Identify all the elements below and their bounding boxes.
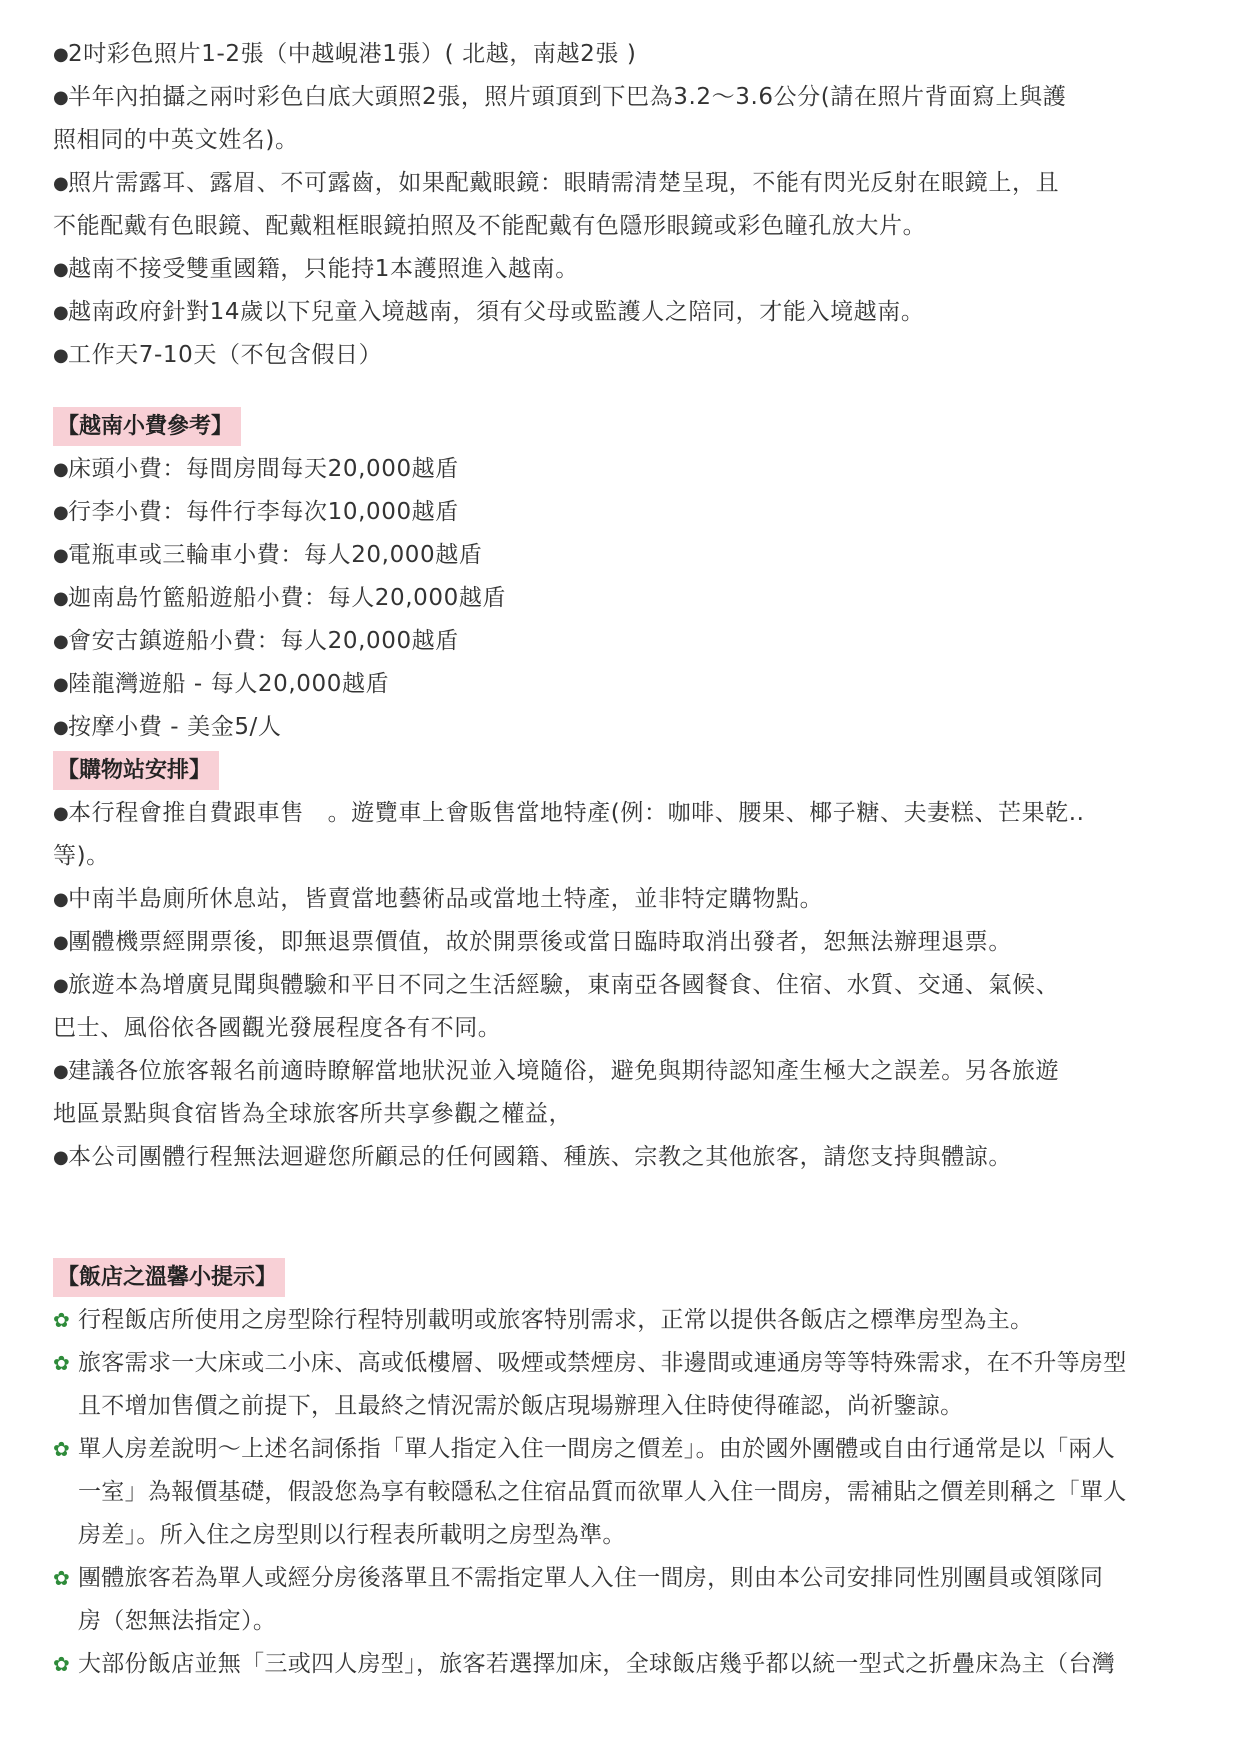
bullet-icon: ● (53, 259, 70, 280)
flower-icon: ✿ (53, 1351, 71, 1375)
list-item: ●床頭小費：每間房間每天20,000越盾 (53, 448, 1188, 491)
list-item: ●電瓶車或三輪車小費：每人20,000越盾 (53, 534, 1188, 577)
bullet-icon: ● (53, 459, 70, 480)
hotel-tip-item: ✿ 團體旅客若為單人或經分房後落單且不需指定單人入住一間房，則由本公司安排同性別團員或領隊同 房（恕無法指定）。 (53, 1557, 1188, 1643)
bullet-icon: ● (53, 717, 70, 738)
list-item: ●中南半島廁所休息站，皆賣當地藝術品或當地土特產，並非特定購物點。 (53, 878, 1188, 921)
list-item-continuation: 等)。 (53, 843, 110, 869)
bullet-icon: ● (53, 502, 70, 523)
section-heading-hotel: 【飯店之溫馨小提示】 (53, 1258, 285, 1297)
bullet-icon: ● (53, 1147, 70, 1168)
bullet-icon: ● (53, 173, 70, 194)
hotel-tip-item: ✿ 行程飯店所使用之房型除行程特別載明或旅客特別需求，正常以提供各飯店之標準房型為主。 (53, 1299, 1188, 1342)
list-item-continuation: 地區景點與食宿皆為全球旅客所共享參觀之權益， (53, 1101, 573, 1127)
flower-icon: ✿ (53, 1308, 71, 1332)
list-item-continuation: 不能配戴有色眼鏡、配戴粗框眼鏡拍照及不能配戴有色隱形眼鏡或彩色瞳孔放大片。 (53, 213, 927, 239)
list-item-continuation: 巴士、風俗依各國觀光發展程度各有不同。 (53, 1015, 502, 1041)
bullet-icon: ● (53, 345, 70, 366)
list-item: ●會安古鎮遊船小費：每人20,000越盾 (53, 620, 1188, 663)
list-item: ●建議各位旅客報名前適時瞭解當地狀況並入境隨俗，避免與期待認知產生極大之誤差。另各旅遊 (53, 1050, 1188, 1093)
bullet-icon: ● (53, 87, 70, 108)
document-page (53, 33, 1188, 1686)
bullet-icon: ● (53, 302, 70, 323)
list-item: ●本公司團體行程無法迴避您所顧忌的任何國籍、種族、宗教之其他旅客，請您支持與體諒。 (53, 1136, 1188, 1179)
bullet-icon: ● (53, 932, 70, 953)
bullet-icon: ● (53, 674, 70, 695)
list-item: ●行李小費：每件行李每次10,000越盾 (53, 491, 1188, 534)
bullet-icon: ● (53, 803, 70, 824)
visa-requirements (53, 33, 1188, 377)
hotel-tip-item: ✿ 單人房差說明～上述名詞係指「單人指定入住一間房之價差」。由於國外團體或自由行通常是以「兩人 一室」為報價基礎，假設您為享有較隱私之住宿品質而欲單人入住一間房，需補貼之價差則稱之「單人 房差」。所入住之房型則以行程表所載明之房型為準。 (53, 1428, 1188, 1557)
list-item-continuation: 照相同的中英文姓名)。 (53, 127, 299, 153)
list-item: ●迦南島竹籃船遊船小費：每人20,000越盾 (53, 577, 1188, 620)
list-item: ●照片需露耳、露眉、不可露齒，如果配戴眼鏡：眼睛需清楚呈現，不能有閃光反射在眼鏡上，且 (53, 162, 1188, 205)
hotel-tip-item: ✿ 旅客需求一大床或二小床、高或低樓層、吸煙或禁煙房、非邊間或連通房等等特殊需求，在不升等房型 且不增加售價之前提下，且最終之情況需於飯店現場辦理入住時使得確認，尚祈鑒諒。 (53, 1342, 1188, 1428)
list-item: ●半年內拍攝之兩吋彩色白底大頭照2張，照片頭頂到下巴為3.2～3.6公分(請在照片背面寫上與護 (53, 76, 1188, 119)
section-heading-shopping: 【購物站安排】 (53, 751, 219, 790)
bullet-icon: ● (53, 889, 70, 910)
hotel-tip-item: ✿ 大部份飯店並無「三或四人房型」，旅客若選擇加床，全球飯店幾乎都以統一型式之折疊床為主（台灣 (53, 1643, 1188, 1686)
list-item: ●越南政府針對14歲以下兒童入境越南，須有父母或監護人之陪同，才能入境越南。 (53, 291, 1188, 334)
flower-icon: ✿ (53, 1652, 71, 1676)
bullet-icon: ● (53, 588, 70, 609)
bullet-icon: ● (53, 545, 70, 566)
list-item: ●按摩小費 - 美金5/人 (53, 706, 1188, 749)
bullet-icon: ● (53, 975, 70, 996)
tipping-section (53, 405, 1188, 749)
list-item: ●陸龍灣遊船 - 每人20,000越盾 (53, 663, 1188, 706)
list-item: ●工作天7-10天（不包含假日） (53, 334, 1188, 377)
list-item: ●團體機票經開票後，即無退票價值，故於開票後或當日臨時取消出發者，恕無法辦理退票。 (53, 921, 1188, 964)
list-item: ●本行程會推自費跟車售 。遊覽車上會販售當地特產(例：咖啡、腰果、椰子糖、夫妻糕、芒果乾.. (53, 792, 1188, 835)
bullet-icon: ● (53, 631, 70, 652)
list-item: ●2吋彩色照片1-2張（中越峴港1張）( 北越，南越2張 ) (53, 33, 1188, 76)
flower-icon: ✿ (53, 1566, 71, 1590)
section-heading-tipping: 【越南小費參考】 (53, 407, 241, 446)
list-item: ●旅遊本為增廣見聞與體驗和平日不同之生活經驗，東南亞各國餐食、住宿、水質、交通、氣候、 (53, 964, 1188, 1007)
list-item: ●越南不接受雙重國籍，只能持1本護照進入越南。 (53, 248, 1188, 291)
bullet-icon: ● (53, 1061, 70, 1082)
shopping-section (53, 749, 1188, 1179)
bullet-icon: ● (53, 44, 70, 65)
hotel-tips-section (53, 1256, 1188, 1686)
flower-icon: ✿ (53, 1437, 71, 1461)
